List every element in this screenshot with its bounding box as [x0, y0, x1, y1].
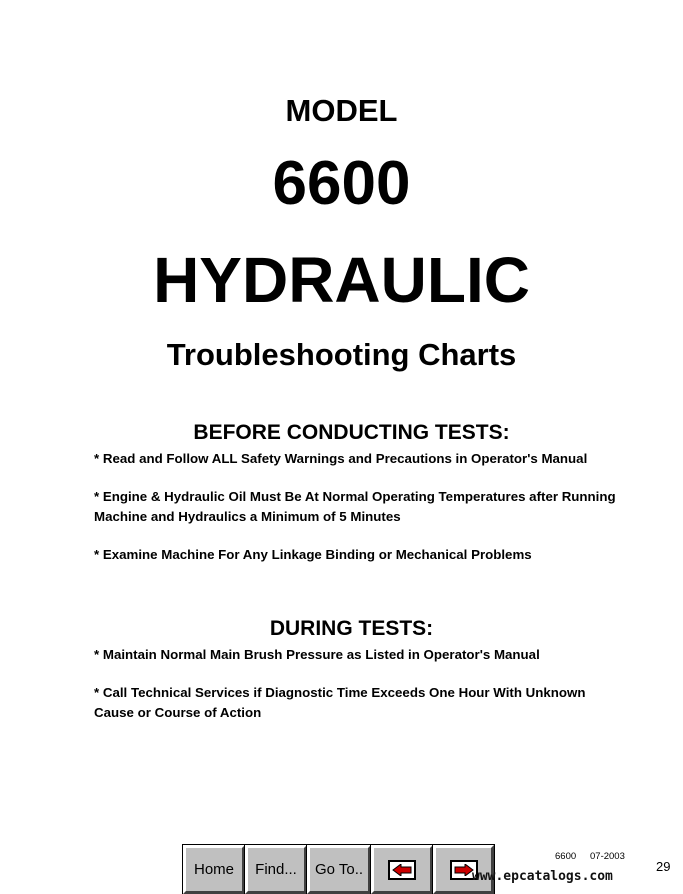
goto-button[interactable]: Go To..: [307, 845, 371, 894]
find-button[interactable]: Find...: [245, 845, 307, 894]
during-item: * Maintain Normal Main Brush Pressure as Listed in Operator's Manual: [94, 647, 540, 662]
before-item: * Examine Machine For Any Linkage Binding or Mechanical Problems: [94, 547, 532, 562]
during-tests-heading: DURING TESTS:: [269, 617, 434, 640]
model-number: 6600: [272, 149, 411, 218]
navigation-bar: [183, 845, 494, 894]
previous-page-button[interactable]: [371, 845, 433, 894]
before-item: * Engine & Hydraulic Oil Must Be At Normal Operating Temperatures after Running Machine and Hydraulics a Minimum of 5 Minutes: [94, 489, 616, 524]
during-item: * Call Technical Services if Diagnostic Time Exceeds One Hour With Unknown Cause or Course of Action: [94, 685, 586, 720]
footer-model: 6600: [555, 851, 577, 862]
document-subtitle: Troubleshooting Charts: [166, 337, 517, 372]
watermark: www.epcatalogs.com: [472, 869, 613, 884]
left-arrow-icon: [388, 860, 416, 880]
page-number: 29: [656, 859, 671, 874]
home-button[interactable]: Home: [183, 845, 245, 894]
document-title: HYDRAULIC: [153, 244, 530, 316]
model-label: MODEL: [285, 93, 398, 128]
before-tests-heading: BEFORE CONDUCTING TESTS:: [193, 421, 510, 444]
before-item: * Read and Follow ALL Safety Warnings and Precautions in Operator's Manual: [94, 451, 588, 466]
footer-date: 07-2003: [590, 851, 625, 862]
